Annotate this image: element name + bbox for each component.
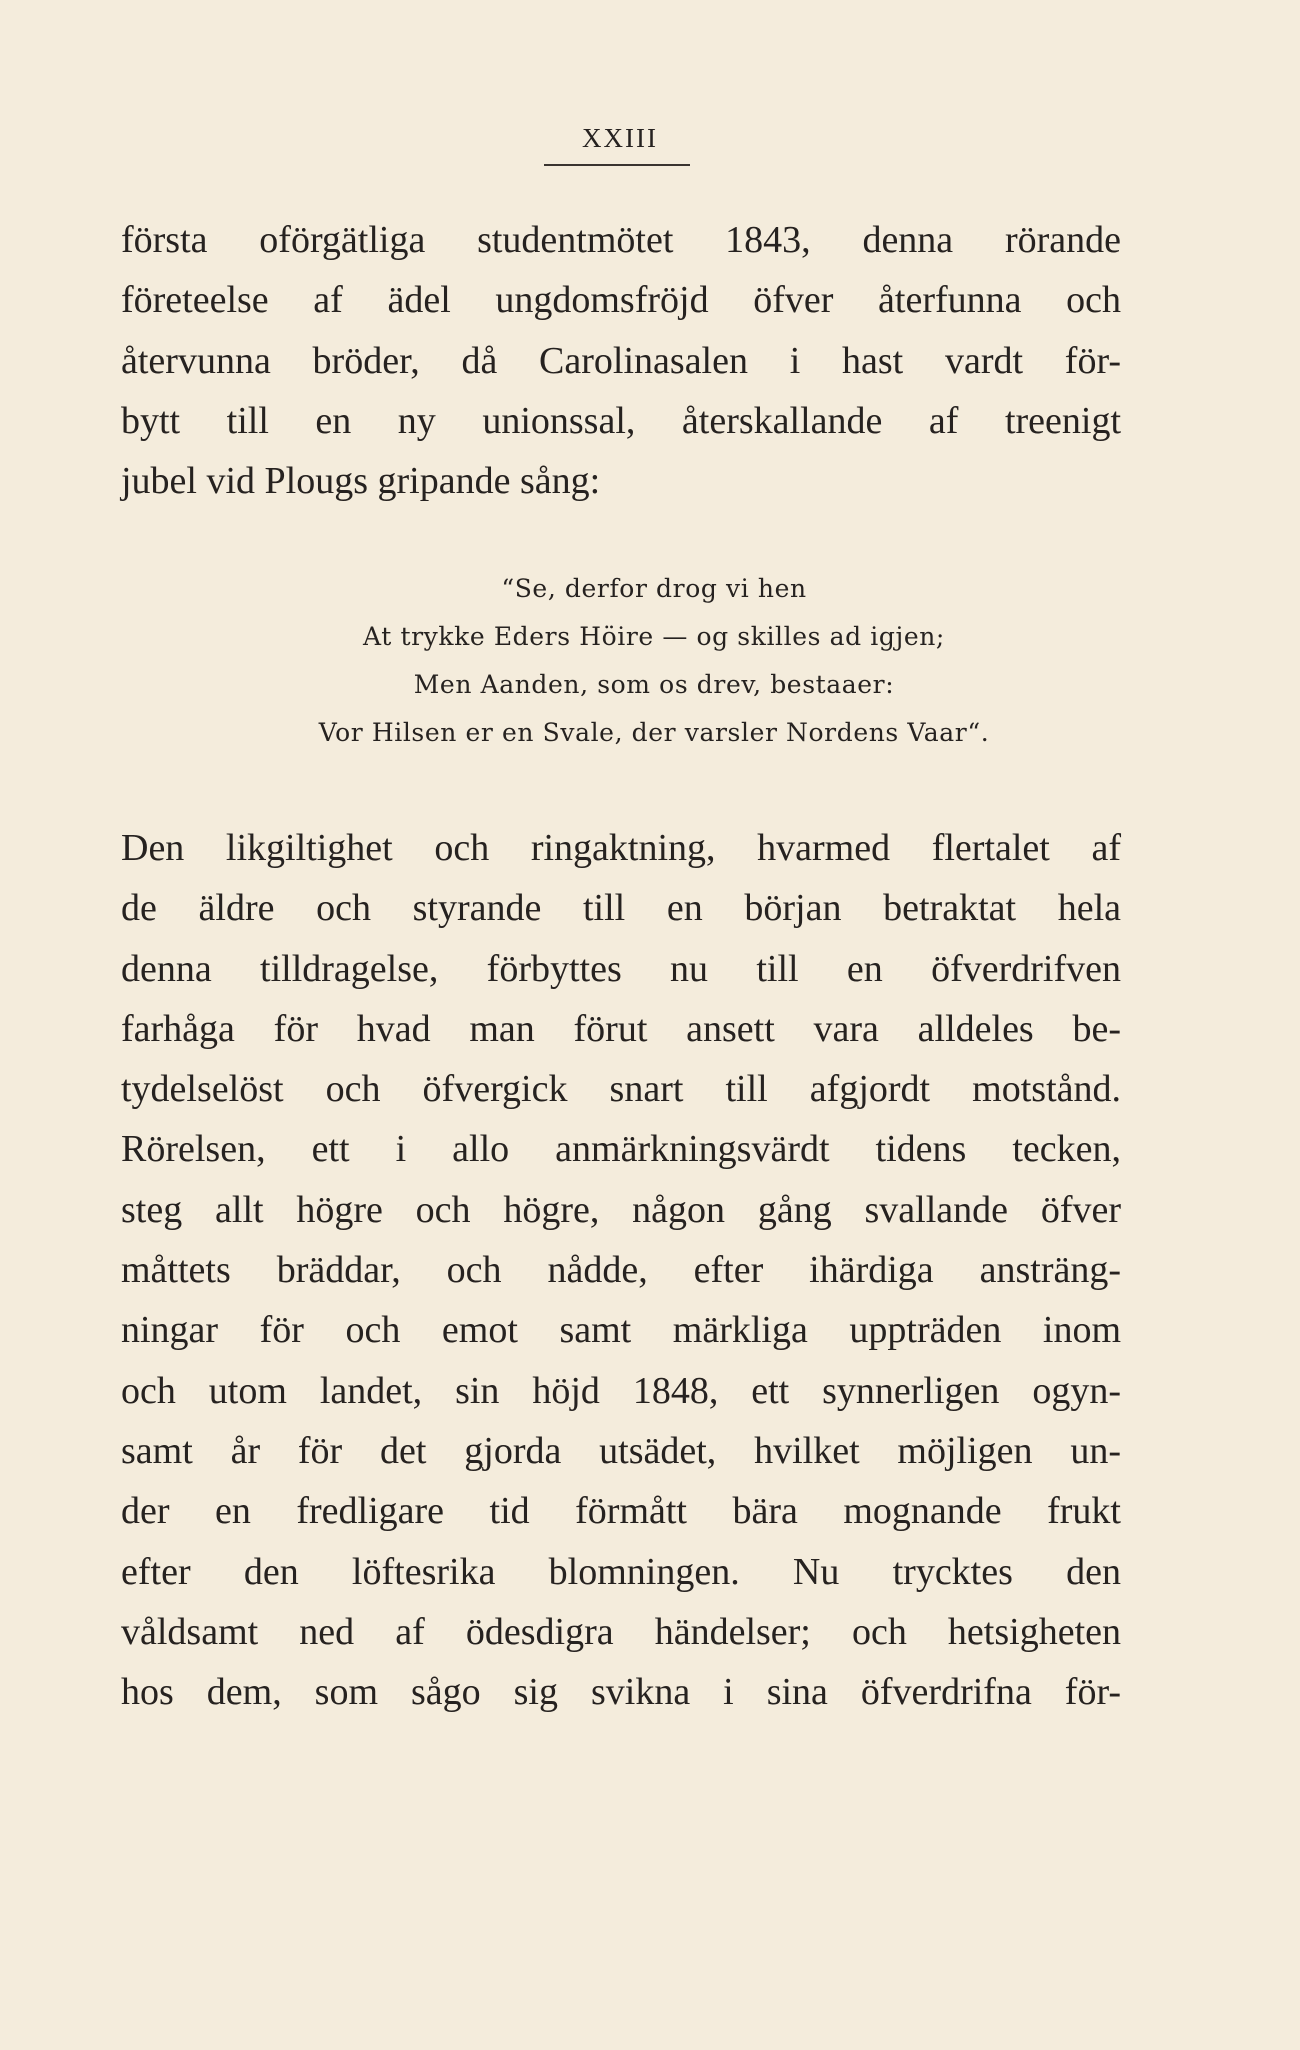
- text-line: samt år för det gjorda utsädet, hvilket möjligen un-: [121, 1429, 1121, 1472]
- text-line: der en fredligare tid förmått bära mognande frukt: [121, 1490, 1121, 1533]
- page-number: XXIII: [582, 123, 658, 153]
- poem-line: Men Aanden, som os drev, bestaaer:: [413, 670, 895, 699]
- text-line: de äldre och styrande till en början betraktat hela: [121, 887, 1121, 930]
- text-line: jubel vid Plougs gripande sång:: [121, 460, 601, 503]
- text-line: företeelse af ädel ungdomsfröjd öfver återfunna och: [121, 279, 1121, 322]
- text-line: måttets bräddar, och nådde, efter ihärdiga ansträng-: [121, 1249, 1121, 1292]
- text-line: steg allt högre och högre, någon gång svallande öfver: [121, 1188, 1121, 1231]
- text-line: bytt till en ny unionssal, återskallande af treenigt: [121, 399, 1121, 442]
- text-line: återvunna bröder, då Carolinasalen i hast vardt för-: [121, 339, 1121, 382]
- text-line: efter den löftesrika blomningen. Nu trycktes den: [121, 1550, 1121, 1593]
- text-line: farhåga för hvad man förut ansett vara alldeles be-: [121, 1007, 1121, 1050]
- text-line: Den likgiltighet och ringaktning, hvarmed flertalet af: [121, 827, 1121, 869]
- text-line: och utom landet, sin höjd 1848, ett synnerligen ogyn-: [121, 1369, 1121, 1412]
- poem-line: Vor Hilsen er en Svale, der varsler Nordens Vaar“.: [318, 718, 990, 747]
- text-line: våldsamt ned af ödesdigra händelser; och hetsigheten: [121, 1610, 1121, 1653]
- poem-quotation: [244, 565, 1064, 757]
- text-line: Rörelsen, ett i allo anmärkningsvärdt tidens tecken,: [121, 1128, 1121, 1171]
- page-number-rule: [544, 164, 690, 166]
- text-line: denna tilldragelse, förbyttes nu till en öfverdrifven: [121, 947, 1121, 990]
- text-line: tydelselöst och öfvergick snart till afgjordt motstånd.: [121, 1068, 1121, 1111]
- poem-line: “Se, derfor drog vi hen: [501, 574, 807, 603]
- paragraph-2: [121, 818, 1121, 1722]
- paragraph-1: [121, 210, 1121, 511]
- poem-line: At trykke Eders Höire — og skilles ad igjen;: [363, 622, 945, 651]
- text-line: ningar för och emot samt märkliga uppträden inom: [121, 1309, 1121, 1352]
- text-line: första oförgätliga studentmötet 1843, denna rörande: [121, 219, 1121, 261]
- text-line: hos dem, som sågo sig svikna i sina öfverdrifna för-: [121, 1671, 1121, 1714]
